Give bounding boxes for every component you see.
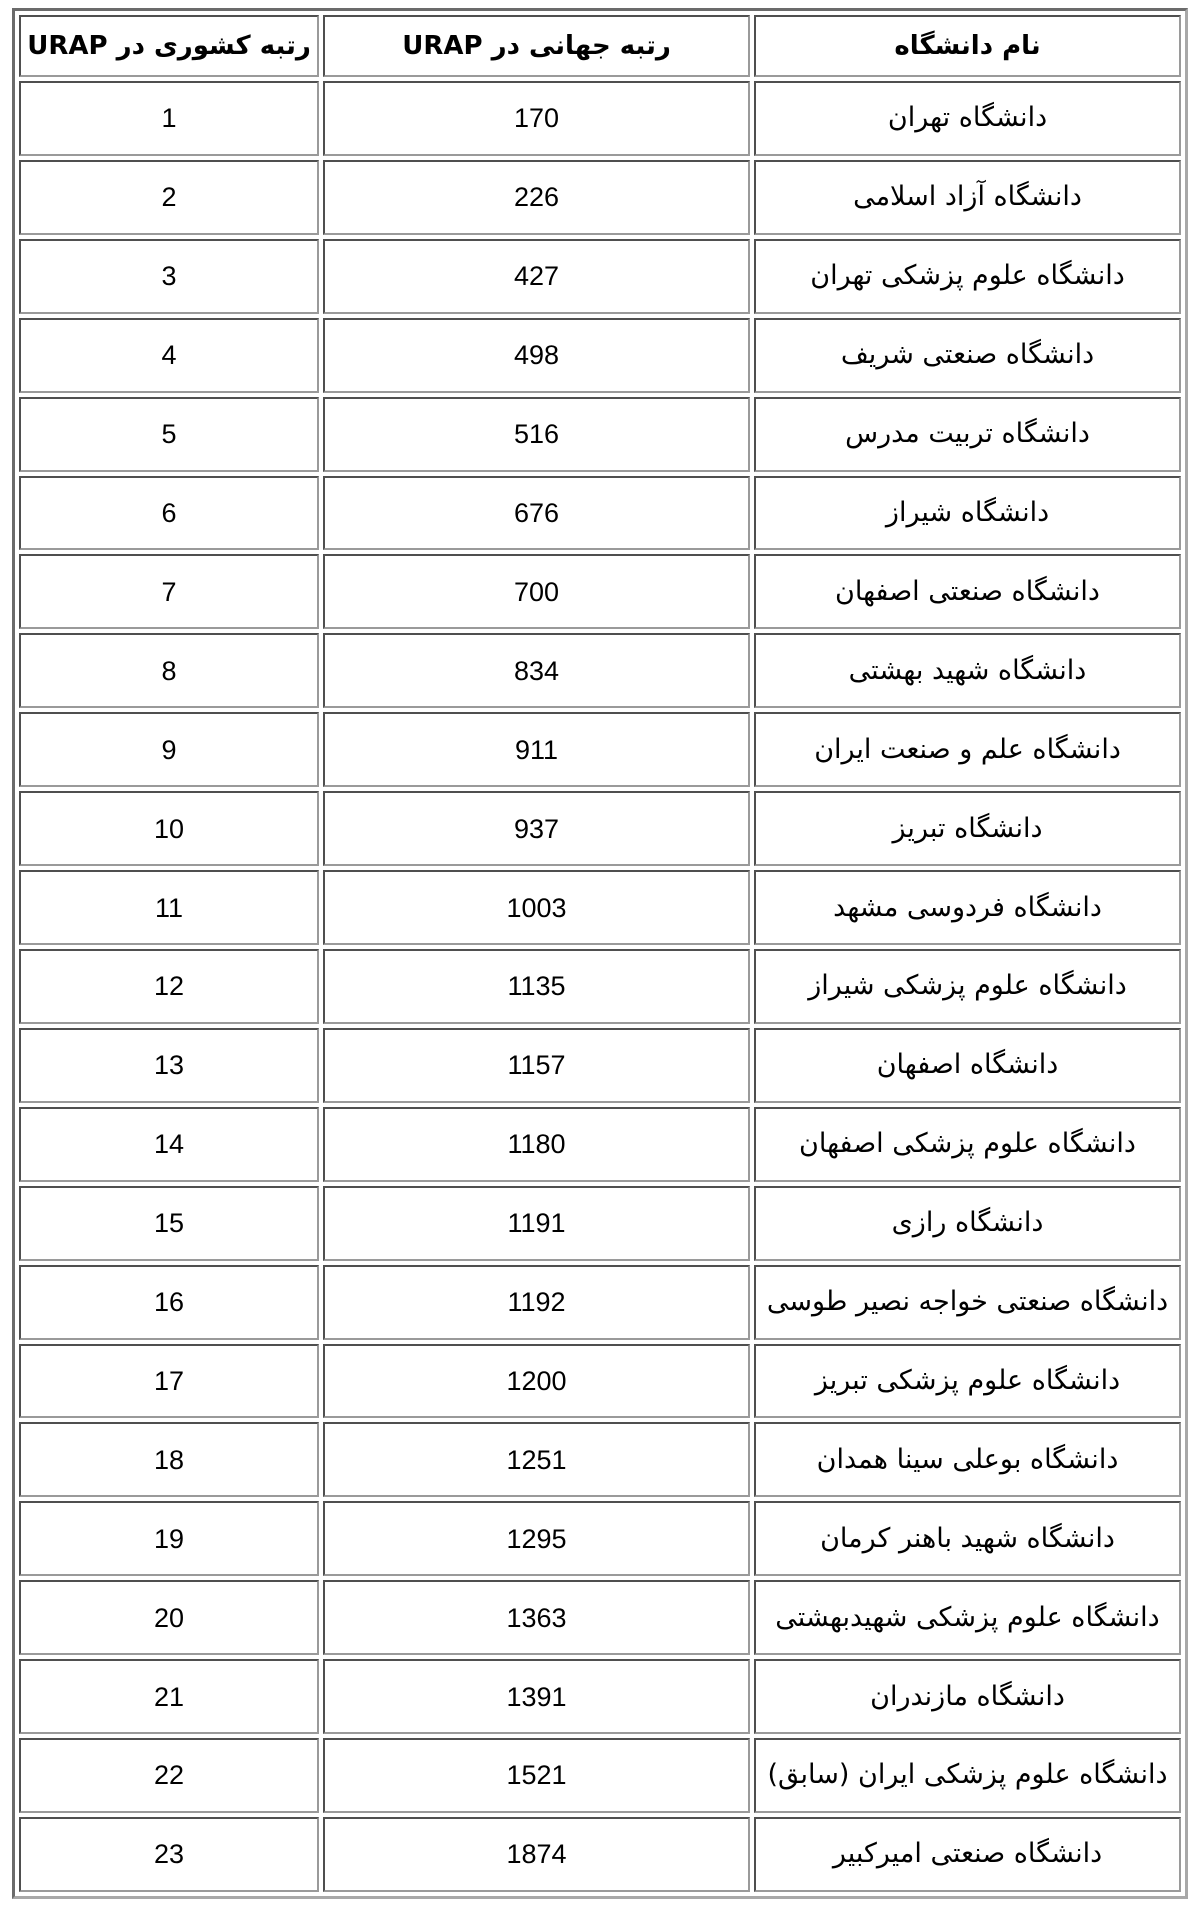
university-name-cell: دانشگاه علوم پزشکی شهیدبهشتی bbox=[754, 1580, 1181, 1655]
university-name-cell: دانشگاه صنعتی اصفهان bbox=[754, 554, 1181, 629]
university-name-cell: دانشگاه شیراز bbox=[754, 476, 1181, 551]
national-rank-cell: 15 bbox=[19, 1186, 319, 1261]
university-name-cell: دانشگاه فردوسی مشهد bbox=[754, 870, 1181, 945]
table-row bbox=[19, 1028, 1181, 1103]
national-rank-cell: 22 bbox=[19, 1738, 319, 1813]
national-rank-cell: 9 bbox=[19, 712, 319, 787]
national-rank-cell: 17 bbox=[19, 1344, 319, 1419]
national-rank-cell: 1 bbox=[19, 81, 319, 156]
university-name-cell: دانشگاه رازی bbox=[754, 1186, 1181, 1261]
table-row bbox=[19, 791, 1181, 866]
world-rank-cell: 1191 bbox=[323, 1186, 750, 1261]
national-rank-cell: 11 bbox=[19, 870, 319, 945]
national-rank-cell: 16 bbox=[19, 1265, 319, 1340]
university-name-cell: دانشگاه صنعتی امیرکبیر bbox=[754, 1817, 1181, 1892]
university-name-cell: دانشگاه اصفهان bbox=[754, 1028, 1181, 1103]
table-row bbox=[19, 949, 1181, 1024]
world-rank-cell: 170 bbox=[323, 81, 750, 156]
world-rank-cell: 1363 bbox=[323, 1580, 750, 1655]
world-rank-cell: 1135 bbox=[323, 949, 750, 1024]
header-row bbox=[19, 15, 1181, 77]
table-row bbox=[19, 712, 1181, 787]
table-row bbox=[19, 870, 1181, 945]
table-row bbox=[19, 476, 1181, 551]
world-rank-cell: 1521 bbox=[323, 1738, 750, 1813]
university-name-cell: دانشگاه شهید باهنر کرمان bbox=[754, 1501, 1181, 1576]
world-rank-cell: 1180 bbox=[323, 1107, 750, 1182]
world-rank-cell: 1003 bbox=[323, 870, 750, 945]
table-row bbox=[19, 1501, 1181, 1576]
national-rank-cell: 5 bbox=[19, 397, 319, 472]
table-row bbox=[19, 633, 1181, 708]
table-row bbox=[19, 1738, 1181, 1813]
table-body bbox=[19, 81, 1181, 1892]
university-name-cell: دانشگاه صنعتی خواجه نصیر طوسی bbox=[754, 1265, 1181, 1340]
national-rank-cell: 14 bbox=[19, 1107, 319, 1182]
table-row bbox=[19, 1817, 1181, 1892]
university-name-cell: دانشگاه علوم پزشکی شیراز bbox=[754, 949, 1181, 1024]
table-row bbox=[19, 554, 1181, 629]
world-rank-cell: 427 bbox=[323, 239, 750, 314]
university-name-cell: دانشگاه بوعلی سینا همدان bbox=[754, 1422, 1181, 1497]
urap-ranking-table bbox=[12, 8, 1188, 1899]
national-rank-cell: 4 bbox=[19, 318, 319, 393]
table-row bbox=[19, 81, 1181, 156]
university-name-cell: دانشگاه علم و صنعت ایران bbox=[754, 712, 1181, 787]
world-rank-cell: 1192 bbox=[323, 1265, 750, 1340]
table-row bbox=[19, 1186, 1181, 1261]
university-name-cell: دانشگاه تهران bbox=[754, 81, 1181, 156]
national-rank-cell: 18 bbox=[19, 1422, 319, 1497]
national-rank-cell: 2 bbox=[19, 160, 319, 235]
university-name-cell: دانشگاه صنعتی شریف bbox=[754, 318, 1181, 393]
table-row bbox=[19, 1344, 1181, 1419]
national-rank-cell: 3 bbox=[19, 239, 319, 314]
world-rank-cell: 937 bbox=[323, 791, 750, 866]
world-rank-cell: 834 bbox=[323, 633, 750, 708]
world-rank-cell: 676 bbox=[323, 476, 750, 551]
national-rank-cell: 8 bbox=[19, 633, 319, 708]
table-row bbox=[19, 1659, 1181, 1734]
university-name-cell: دانشگاه تبریز bbox=[754, 791, 1181, 866]
university-name-cell: دانشگاه آزاد اسلامی bbox=[754, 160, 1181, 235]
header-national-rank: رتبه کشوری در URAP bbox=[19, 15, 319, 77]
world-rank-cell: 1200 bbox=[323, 1344, 750, 1419]
header-university-name: نام دانشگاه bbox=[754, 15, 1181, 77]
national-rank-cell: 7 bbox=[19, 554, 319, 629]
table-row bbox=[19, 397, 1181, 472]
table-row bbox=[19, 1422, 1181, 1497]
table-row bbox=[19, 160, 1181, 235]
table-row bbox=[19, 239, 1181, 314]
world-rank-cell: 1157 bbox=[323, 1028, 750, 1103]
national-rank-cell: 6 bbox=[19, 476, 319, 551]
university-name-cell: دانشگاه علوم پزشکی تهران bbox=[754, 239, 1181, 314]
university-name-cell: دانشگاه شهید بهشتی bbox=[754, 633, 1181, 708]
national-rank-cell: 21 bbox=[19, 1659, 319, 1734]
world-rank-cell: 1874 bbox=[323, 1817, 750, 1892]
world-rank-cell: 700 bbox=[323, 554, 750, 629]
national-rank-cell: 13 bbox=[19, 1028, 319, 1103]
world-rank-cell: 498 bbox=[323, 318, 750, 393]
world-rank-cell: 516 bbox=[323, 397, 750, 472]
world-rank-cell: 1251 bbox=[323, 1422, 750, 1497]
national-rank-cell: 12 bbox=[19, 949, 319, 1024]
national-rank-cell: 20 bbox=[19, 1580, 319, 1655]
national-rank-cell: 10 bbox=[19, 791, 319, 866]
national-rank-cell: 23 bbox=[19, 1817, 319, 1892]
university-name-cell: دانشگاه علوم پزشکی اصفهان bbox=[754, 1107, 1181, 1182]
world-rank-cell: 226 bbox=[323, 160, 750, 235]
table-row bbox=[19, 1580, 1181, 1655]
university-name-cell: دانشگاه علوم پزشکی تبریز bbox=[754, 1344, 1181, 1419]
world-rank-cell: 1391 bbox=[323, 1659, 750, 1734]
table-row bbox=[19, 1107, 1181, 1182]
header-world-rank: رتبه جهانی در URAP bbox=[323, 15, 750, 77]
world-rank-cell: 1295 bbox=[323, 1501, 750, 1576]
table-row bbox=[19, 1265, 1181, 1340]
university-name-cell: دانشگاه مازندران bbox=[754, 1659, 1181, 1734]
national-rank-cell: 19 bbox=[19, 1501, 319, 1576]
world-rank-cell: 911 bbox=[323, 712, 750, 787]
university-name-cell: دانشگاه تربیت مدرس bbox=[754, 397, 1181, 472]
university-name-cell: دانشگاه علوم پزشکی ایران (سابق) bbox=[754, 1738, 1181, 1813]
table-row bbox=[19, 318, 1181, 393]
